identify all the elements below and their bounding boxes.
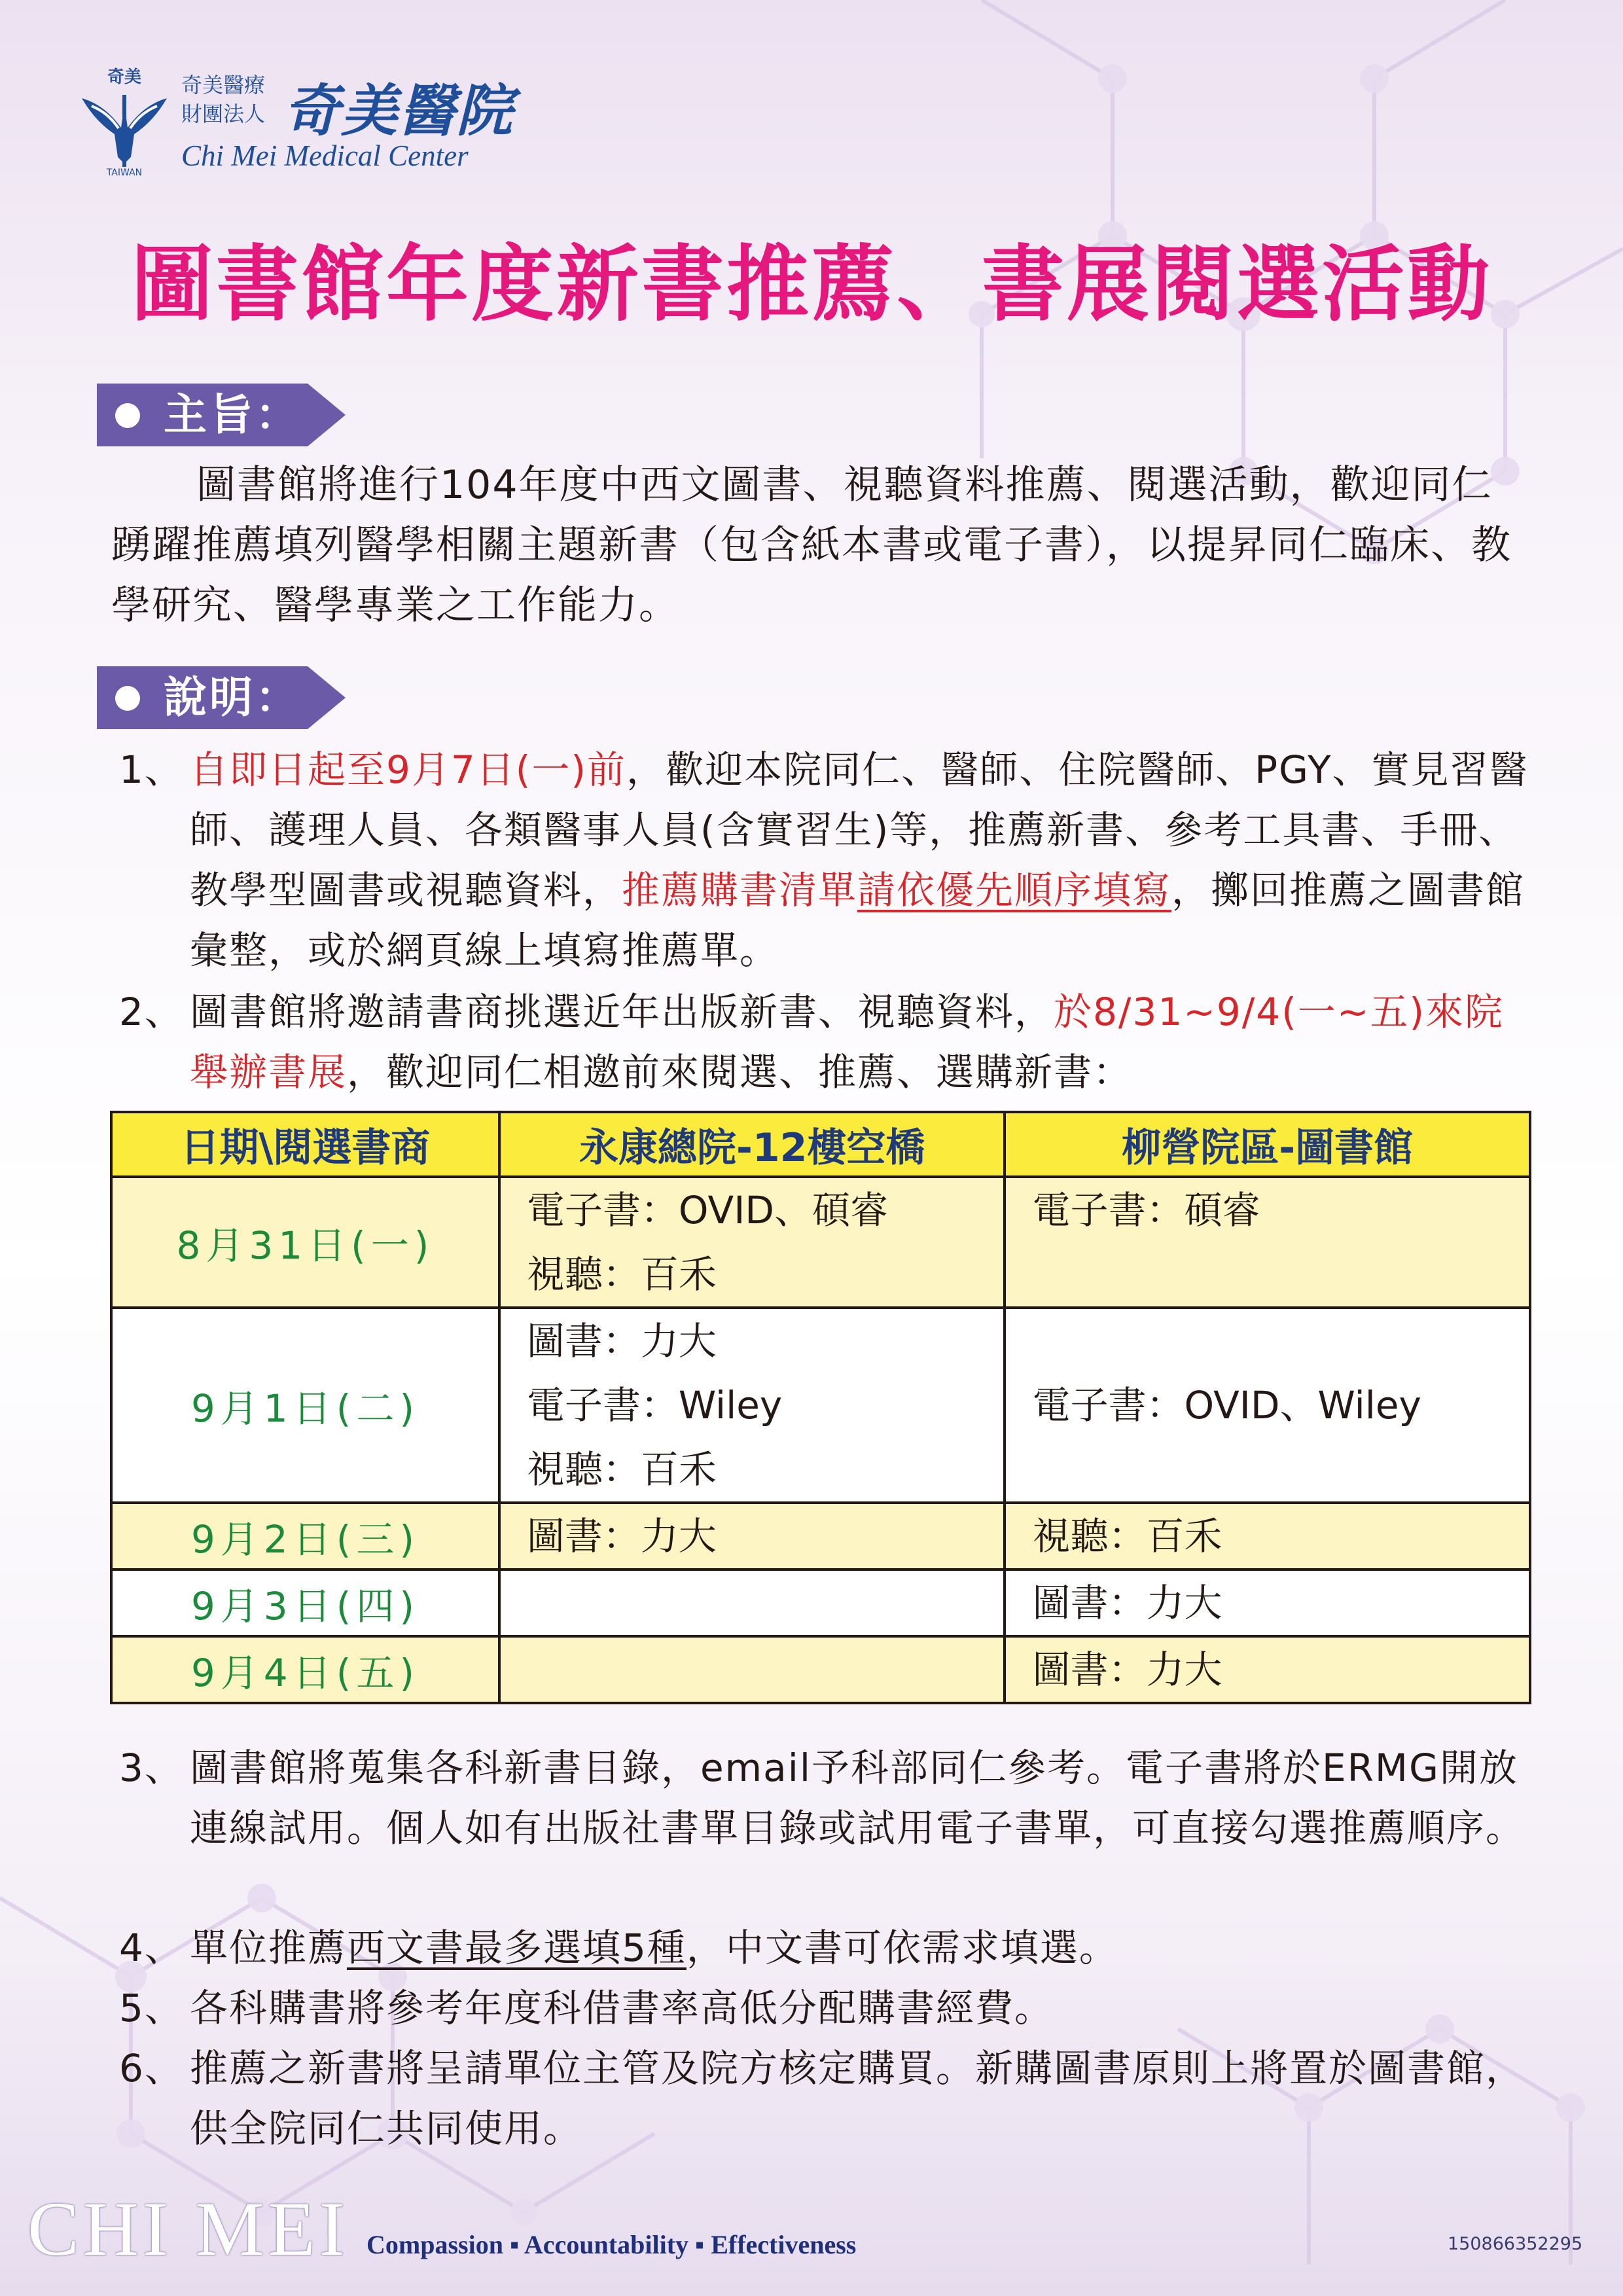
table-row	[111, 1503, 1530, 1570]
purpose-text: 圖書館將進行104年度中西文圖書、視聽資料推薦、閱選活動，歡迎同仁踴躍推薦填列醫學相關主題新書（包含紙本書或電子書），以提昇同仁臨床、教學研究、醫學專業之工作能力。	[111, 462, 1512, 628]
liouying-cell: 圖書：力大	[1005, 1636, 1530, 1703]
yongkang-cell: 電子書：OVID、碩睿 視聽：百禾	[499, 1177, 1005, 1308]
org-type-label: 奇美醫療 財團法人	[181, 73, 266, 126]
header-date-vendor: 日期\閱選書商	[111, 1112, 499, 1177]
bullet-icon	[115, 403, 140, 428]
section-header-description: 說明：	[97, 666, 346, 729]
table-row	[111, 1308, 1530, 1503]
header-liouying: 柳營院區-圖書館	[1005, 1112, 1530, 1177]
liouying-cell: 電子書：碩睿	[1005, 1177, 1530, 1308]
section-header-purpose: 主旨：	[97, 384, 346, 446]
footer-slogan: Compassion ▪ Accountability ▪ Effectiveness	[366, 2230, 857, 2259]
svg-text:TAIWAN: TAIWAN	[106, 168, 143, 177]
book-fair-schedule-table	[110, 1111, 1531, 1704]
table-row	[111, 1636, 1530, 1703]
footer-code: 150866352295	[1448, 2234, 1583, 2254]
bullet-icon	[115, 686, 140, 711]
header-yongkang: 永康總院-12樓空橋	[499, 1112, 1005, 1177]
table-header-row	[111, 1112, 1530, 1177]
chi-mei-logo	[75, 65, 520, 183]
page-title: 圖書館年度新書推薦、書展閱選活動	[131, 236, 1492, 332]
table-row	[111, 1570, 1530, 1636]
hospital-name-cn: 奇美醫院	[283, 78, 514, 144]
yongkang-cell: 圖書：力大	[499, 1503, 1005, 1570]
yongkang-cell	[499, 1570, 1005, 1636]
list-item-3: 3、 圖書館將蒐集各科新書目錄，email予科部同仁參考。電子書將於ERMG開放連線試用。個人如有出版社書單目錄或試用電子書單，可直接勾選推薦順序。	[119, 1746, 1525, 1850]
list-item-1: 1、 自即日起至9月7日(一)前，歡迎本院同仁、醫師、住院醫師、PGY、實見習醫師、護理人員、各類醫事人員(含實習生)等，推薦新書、參考工具書、手冊、教學型圖書或視聽資料，推薦購書清單請依優先順序填寫，擲回推薦之圖書館彙整，或於網頁線上填寫推薦單。	[119, 747, 1529, 973]
date-cell: 9月2日(三)	[111, 1503, 499, 1570]
list-item-6: 6、 推薦之新書將呈請單位主管及院方核定購買。新購圖書原則上將置於圖書館，供全院同仁共同使用。	[119, 2046, 1525, 2151]
caduceus-eagle-icon	[75, 65, 173, 177]
table-row	[111, 1177, 1530, 1308]
deadline-text: 自即日起至9月7日(一)前	[190, 747, 627, 792]
date-cell: 9月1日(二)	[111, 1308, 499, 1503]
footer-brand: CHI MEI	[27, 2186, 349, 2272]
yongkang-cell: 圖書：力大 電子書：Wiley 視聽：百禾	[499, 1308, 1005, 1503]
date-cell: 8月31日(一)	[111, 1177, 499, 1308]
list-item-2: 2、 圖書館將邀請書商挑選近年出版新書、視聽資料，於8/31~9/4(一~五)來院舉辦書展，歡迎同仁相邀前來閱選、推薦、選購新書：	[119, 990, 1505, 1094]
date-cell: 9月4日(五)	[111, 1636, 499, 1703]
book-fair-dates: 於8/31~9/4(一~五)來院舉辦書展	[190, 990, 1505, 1094]
yongkang-cell	[499, 1636, 1005, 1703]
list-item-4: 4、 單位推薦西文書最多選填5種，中文書可依需求填選。	[119, 1926, 1118, 1970]
liouying-cell: 電子書：OVID、Wiley	[1005, 1308, 1530, 1503]
svg-text:奇美: 奇美	[107, 67, 142, 87]
liouying-cell: 圖書：力大	[1005, 1570, 1530, 1636]
date-cell: 9月3日(四)	[111, 1570, 499, 1636]
hospital-name-en: Chi Mei Medical Center	[181, 139, 469, 172]
list-item-5: 5、 各科購書將參考年度科借書率高低分配購書經費。	[119, 1986, 1054, 2030]
liouying-cell: 視聽：百禾	[1005, 1503, 1530, 1570]
